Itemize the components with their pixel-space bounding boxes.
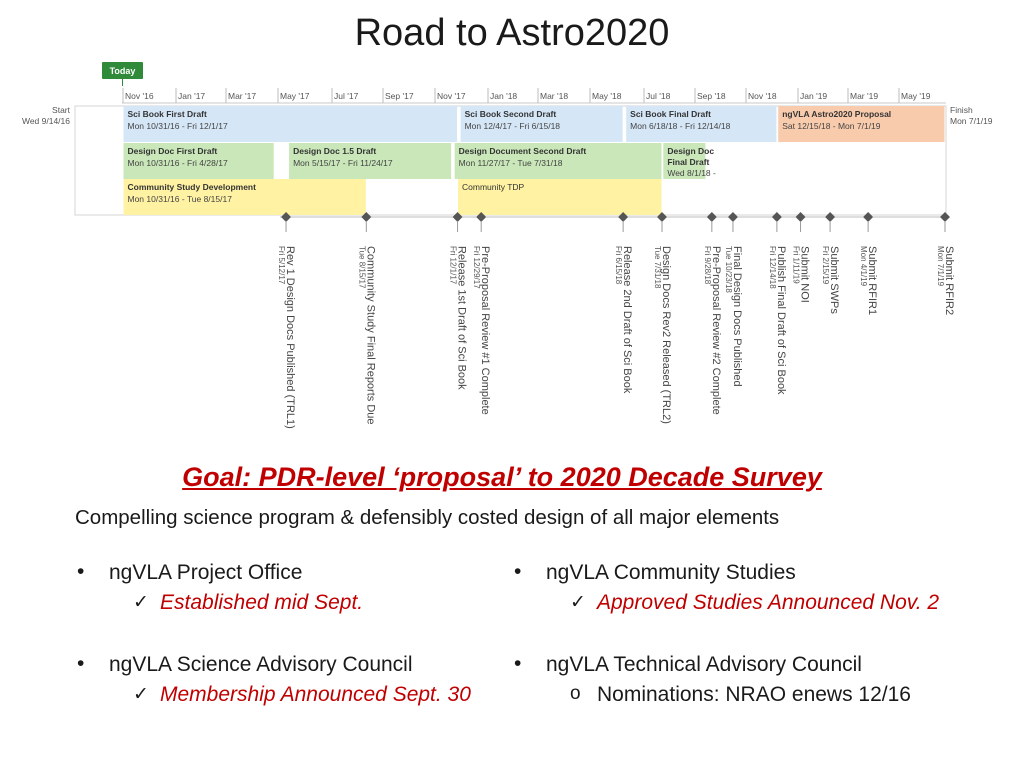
sub-bullet-technical-advisory-council	[570, 683, 911, 707]
task-name: Sci Book First Draft	[127, 109, 207, 119]
milestone-label: Design Docs Rev2 Released (TRL2)	[659, 246, 672, 424]
task-name: Community TDP	[462, 182, 525, 192]
milestone-label: Publish Final Draft of Sci Book	[774, 246, 787, 395]
task-dates: Mon 6/18/18 - Fri 12/14/18	[630, 121, 731, 131]
bullet-label: ngVLA Community Studies	[546, 561, 796, 584]
milestone-label: Pre-Proposal Review #1 Complete	[479, 246, 492, 415]
month-label: Nov '16	[125, 91, 154, 101]
bullet-project-office	[77, 560, 303, 585]
month-label: Nov '18	[748, 91, 777, 101]
task-name: ngVLA Astro2020 Proposal	[782, 109, 892, 119]
milestone-label: Submit SWPs	[828, 246, 841, 314]
start-label: Start	[52, 105, 70, 115]
milestone-label: Submit NOI	[798, 246, 811, 303]
milestone-date: Fri 12/1/17	[448, 246, 458, 285]
sub-bullet-label: Nominations: NRAO enews 12/16	[597, 683, 911, 706]
month-label: Jan '19	[800, 91, 828, 101]
task-dates: Mon 12/4/17 - Fri 6/15/18	[464, 121, 561, 131]
month-label: Jul '17	[334, 91, 359, 101]
milestone-date: Tue 7/31/18	[652, 246, 662, 289]
month-label: Jan '17	[178, 91, 206, 101]
task-dates: Wed 8/1/18 -	[667, 168, 716, 178]
task-name: Sci Book Final Draft	[630, 109, 711, 119]
milestone-date: Tue 8/15/17	[357, 246, 367, 289]
task-dates: Mon 5/15/17 - Fri 11/24/17	[293, 158, 393, 168]
sub-bullet-label: Established mid Sept.	[160, 591, 364, 614]
task-dates: Mon 10/31/16 - Fri 4/28/17	[127, 158, 228, 168]
sub-bullet-label: Approved Studies Announced Nov. 2	[597, 591, 940, 614]
sub-bullet-project-office	[133, 591, 364, 615]
milestone-date: Mon 7/1/19	[936, 246, 945, 287]
month-label: Mar '18	[540, 91, 569, 101]
month-label: Nov '17	[437, 91, 466, 101]
milestone-label: Submit RFIR1	[866, 246, 879, 316]
milestone-label: Release 2nd Draft of Sci Book	[621, 246, 634, 394]
month-label: May '19	[901, 91, 931, 101]
milestone-label: Final Design Docs Published	[730, 246, 743, 387]
task-name: Sci Book Second Draft	[464, 109, 557, 119]
month-label: Mar '19	[850, 91, 879, 101]
milestone-label: Submit RFIR2	[943, 246, 955, 316]
task-dates: Mon 11/27/17 - Tue 7/31/18	[458, 158, 563, 168]
month-label: Jul '18	[646, 91, 671, 101]
milestone-label: Community Study Final Reports Due	[364, 246, 377, 425]
task-dates: Mon 10/31/16 - Tue 8/15/17	[127, 194, 232, 204]
task-name: Design Doc	[667, 146, 715, 156]
sub-bullet-label: Membership Announced Sept. 30	[160, 683, 471, 706]
bullet-dot-icon: •	[514, 560, 522, 583]
milestone-date: Fri 2/15/19	[821, 246, 831, 285]
finish-label: Finish	[950, 105, 973, 115]
milestone-date: Fri 9/28/18	[702, 246, 712, 285]
circle-bullet-icon: o	[570, 683, 581, 704]
bullet-label: ngVLA Project Office	[109, 561, 303, 584]
page-title: Road to Astro2020	[354, 12, 670, 54]
milestone-date: Fri 6/15/18	[614, 246, 624, 285]
task-dates: Sat 12/15/18 - Mon 7/1/19	[782, 121, 881, 131]
month-label: Jan '18	[490, 91, 518, 101]
checkmark-icon: ✓	[133, 592, 149, 613]
bullet-dot-icon: •	[514, 652, 522, 675]
month-label: May '18	[592, 91, 622, 101]
sub-bullet-community-studies	[570, 591, 940, 615]
task-name: Design Doc 1.5 Draft	[293, 146, 377, 156]
task-name: Final Draft	[667, 157, 710, 167]
month-label: Mar '17	[228, 91, 257, 101]
bullet-science-advisory-council	[77, 652, 413, 677]
month-label: Sep '18	[697, 91, 726, 101]
sub-bullet-science-advisory-council	[133, 683, 471, 707]
milestone-date: Fri 5/12/17	[277, 246, 287, 285]
month-label: Sep '17	[385, 91, 414, 101]
checkmark-icon: ✓	[133, 684, 149, 705]
bullet-dot-icon: •	[77, 560, 85, 583]
milestone-label: Rev 1 Design Docs Published (TRL1)	[284, 246, 297, 429]
milestone-date: Fri 12/29/17	[472, 246, 482, 289]
month-label: May '17	[280, 91, 310, 101]
finish-date: Mon 7/1/19	[950, 116, 993, 126]
start-date: Wed 9/14/16	[21, 116, 70, 126]
checkmark-icon: ✓	[570, 592, 586, 613]
bullet-label: ngVLA Science Advisory Council	[109, 653, 413, 676]
task-name: Community Study Development	[127, 182, 256, 192]
milestone-date: Mon 4/1/19	[859, 246, 869, 287]
goal-heading: Goal: PDR-level ‘proposal’ to 2020 Decade Survey	[182, 462, 822, 492]
today-label: Today	[109, 66, 136, 76]
task-dates: Mon 10/31/16 - Fri 12/1/17	[127, 121, 228, 131]
bullet-community-studies	[514, 560, 796, 585]
task-name: Design Document Second Draft	[458, 146, 587, 156]
bullet-technical-advisory-council	[514, 652, 862, 677]
bullet-dot-icon: •	[77, 652, 85, 675]
milestone-date: Tue 10/23/18	[723, 246, 733, 293]
bullet-label: ngVLA Technical Advisory Council	[546, 653, 862, 676]
goal-subtitle: Compelling science program & defensibly costed design of all major elements	[75, 506, 780, 529]
milestone-date: Fri 12/14/18	[767, 246, 777, 289]
milestone-label: Pre-Proposal Review #2 Complete	[709, 246, 722, 415]
task-name: Design Doc First Draft	[127, 146, 218, 156]
milestone-date: Fri 1/11/19	[791, 246, 801, 284]
milestone-label: Release 1st Draft of Sci Book	[455, 246, 468, 390]
